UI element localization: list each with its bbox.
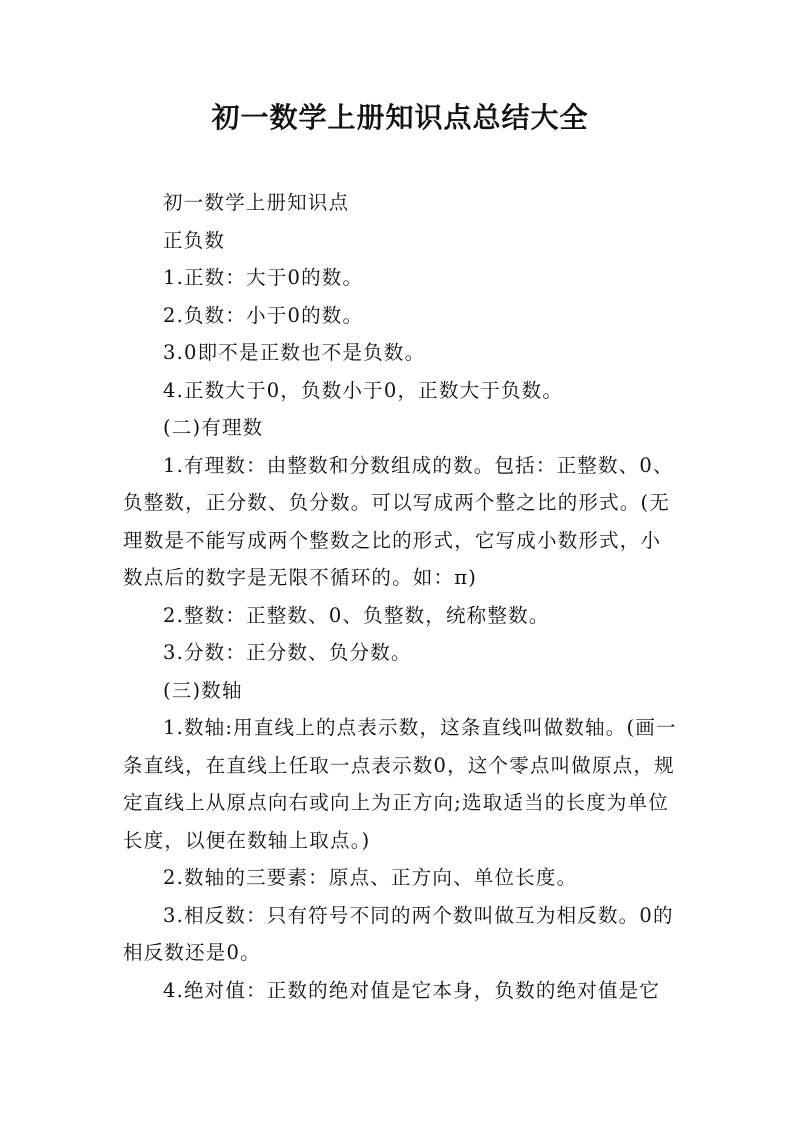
paragraph: 3.0即不是正数也不是负数。 <box>162 341 426 364</box>
paragraph: 4.正数大于0，负数小于0，正数大于负数。 <box>162 378 564 402</box>
paragraph: 2.整数：正整数、0、负整数，统称整数。 <box>162 603 550 627</box>
paragraph: 4.绝对值：正数的绝对值是它本身，负数的绝对值是它 <box>162 978 661 1002</box>
paragraph: 3.分数：正分数、负分数。 <box>162 641 412 664</box>
paragraph: 3.相反数：只有符号不同的两个数叫做互为相反数。0的相反数还是0。 <box>123 903 674 964</box>
section-heading: (二)有理数 <box>162 416 264 439</box>
paragraph: 2.数轴的三要素：原点、正方向、单位长度。 <box>162 866 578 889</box>
paragraph: 1.数轴:用直线上的点表示数，这条直线叫做数轴。(画一条直线，在直线上任取一点表示数0，这个零点叫做原点，规定直线上从原点向右或向上为正方向;选取适当的长度为单位长度，以便在数轴上取点。) <box>123 716 677 852</box>
section-heading: (三)数轴 <box>162 678 243 702</box>
section-heading: 正负数 <box>162 228 226 252</box>
paragraph: 初一数学上册知识点 <box>162 191 350 214</box>
paragraph: 2.负数：小于0的数。 <box>162 303 364 327</box>
paragraph: 1.有理数：由整数和分数组成的数。包括：正整数、0、负整数，正分数、负分数。可以写成两个整之比的形式。(无理数是不能写成两个整数之比的形式，它写成小数形式，小数点后的数字是无限不循环的。如：π) <box>123 453 674 589</box>
document-body <box>123 184 679 1009</box>
paragraph: 1.正数：大于0的数。 <box>162 266 364 289</box>
document-title: 初一数学上册知识点总结大全 <box>211 101 589 134</box>
